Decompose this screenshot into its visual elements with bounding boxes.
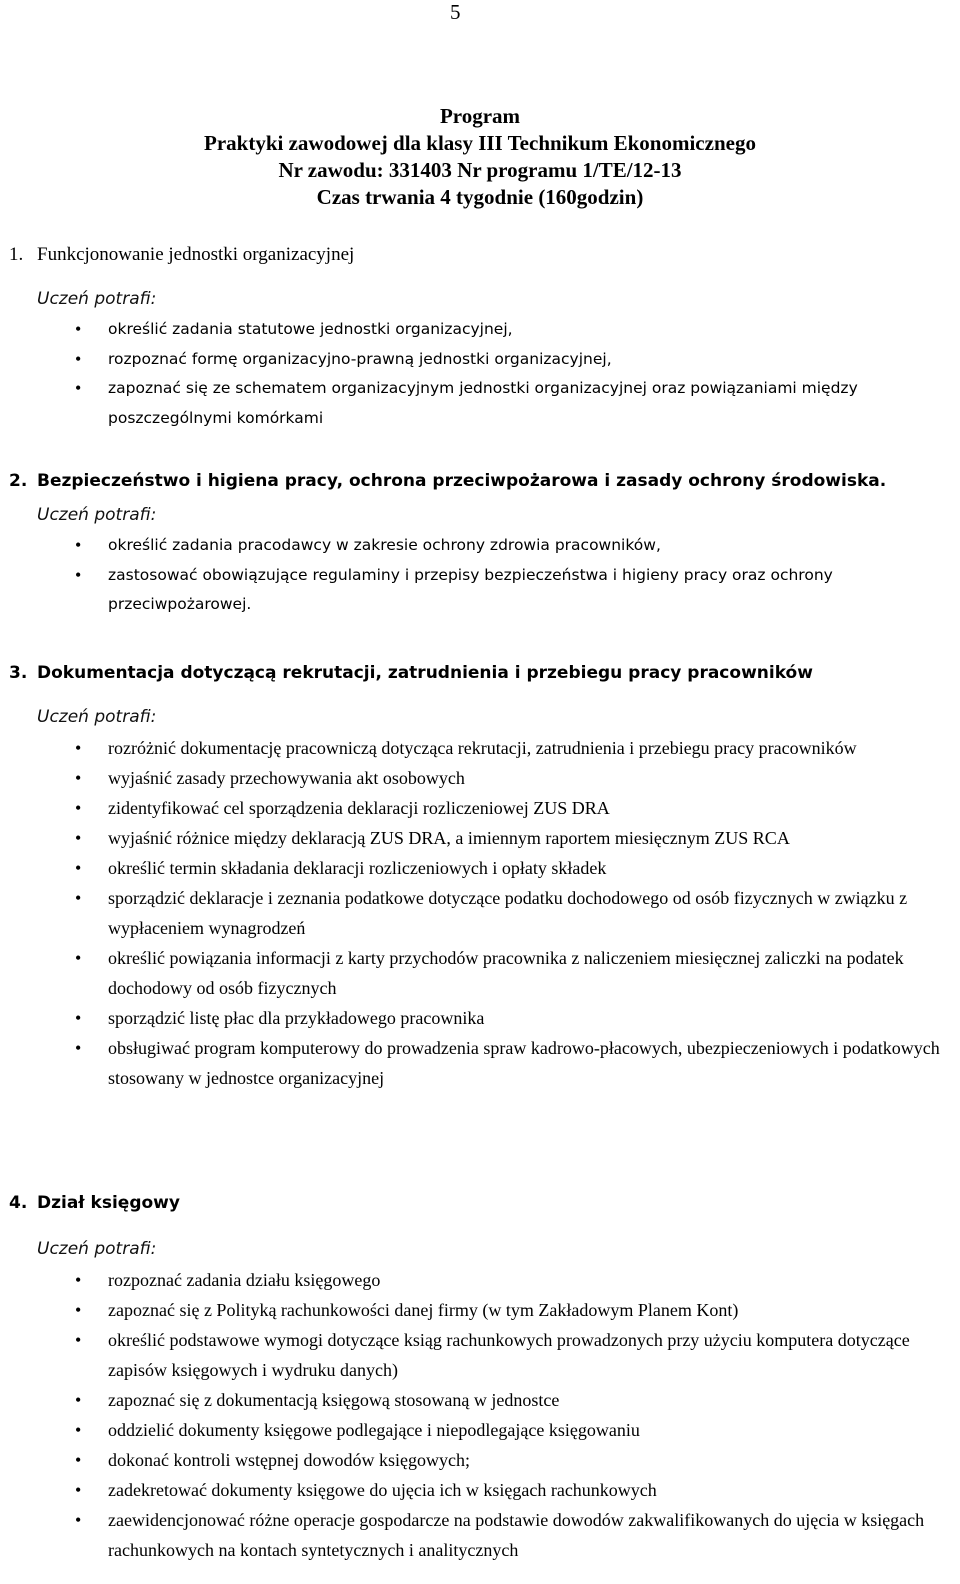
section-number: 4. xyxy=(9,1193,28,1213)
intro-label: Uczeń potrafi: xyxy=(37,1239,157,1259)
intro-label: Uczeń potrafi: xyxy=(37,707,157,727)
skill-list xyxy=(0,531,960,620)
section-number: 3. xyxy=(9,663,28,683)
section-number: 1. xyxy=(9,244,24,265)
title-line-3: Nr zawodu: 331403 Nr programu 1/TE/12-13 xyxy=(278,158,682,182)
list-item: • zidentyfikować cel sporządzenia deklaracji rozliczeniowej ZUS DRA xyxy=(0,793,960,823)
section-title: Dokumentacja dotyczącą rekrutacji, zatrudnienia i przebiegu pracy pracowników xyxy=(37,663,813,683)
list-item: • zapoznać się ze schematem organizacyjnym jednostki organizacyjnej oraz powiązaniami między poszczególnymi komórkami xyxy=(0,374,960,433)
list-item: • określić powiązania informacji z karty przychodów pracownika z naliczeniem miesięcznej zaliczki na podatek dochodowy od osób fizycznych xyxy=(0,943,960,1003)
document-title xyxy=(0,103,960,211)
skill-list xyxy=(0,733,960,1093)
intro-label: Uczeń potrafi: xyxy=(37,505,157,525)
section-3 xyxy=(0,661,960,1093)
list-item: • sporządzić listę płac dla przykładowego pracownika xyxy=(0,1003,960,1033)
list-item: • obsługiwać program komputerowy do prowadzenia spraw kadrowo-płacowych, ubezpieczeniowych i podatkowych stosowany w jednostce organizacyjnej xyxy=(0,1033,960,1093)
list-item: • zastosować obowiązujące regulaminy i przepisy bezpieczeństwa i higieny pracy oraz ochrony przeciwpożarowej. xyxy=(0,561,960,620)
section-4 xyxy=(0,1191,960,1565)
list-item: • wyjaśnić zasady przechowywania akt osobowych xyxy=(0,763,960,793)
intro-label: Uczeń potrafi: xyxy=(37,289,157,309)
list-item: • dokonać kontroli wstępnej dowodów księgowych; xyxy=(0,1445,960,1475)
list-item: • wyjaśnić różnice między deklaracją ZUS DRA, a imiennym raportem miesięcznym ZUS RCA xyxy=(0,823,960,853)
list-item: • rozróżnić dokumentację pracowniczą dotycząca rekrutacji, zatrudnienia i przebiegu pracy pracowników xyxy=(0,733,960,763)
section-heading xyxy=(9,243,960,267)
section-heading xyxy=(9,1191,960,1215)
title-line-1: Program xyxy=(439,104,521,128)
section-1 xyxy=(0,243,960,433)
list-item: • określić zadania statutowe jednostki organizacyjnej, xyxy=(0,315,960,345)
section-title: Funkcjonowanie jednostki organizacyjnej xyxy=(37,244,355,265)
list-item: • sporządzić deklaracje i zeznania podatkowe dotyczące podatku dochodowego od osób fizycznych w związku z wypłaceniem wynagrodzeń xyxy=(0,883,960,943)
list-item: • oddzielić dokumenty księgowe podlegające i niepodlegające księgowaniu xyxy=(0,1415,960,1445)
section-heading xyxy=(9,469,960,493)
page-number: 5 xyxy=(450,0,461,24)
list-item: • zadekretować dokumenty księgowe do ujęcia ich w księgach rachunkowych xyxy=(0,1475,960,1505)
list-item: • określić termin składania deklaracji rozliczeniowych i opłaty składek xyxy=(0,853,960,883)
section-number: 2. xyxy=(9,471,28,491)
section-heading xyxy=(9,661,960,685)
skill-list xyxy=(0,315,960,433)
list-item: • określić zadania pracodawcy w zakresie ochrony zdrowia pracowników, xyxy=(0,531,960,561)
list-item: • określić podstawowe wymogi dotyczące ksiąg rachunkowych prowadzonych przy użyciu komputera dotyczące zapisów księgowych i wydruku danych) xyxy=(0,1325,960,1385)
section-title: Dział księgowy xyxy=(37,1193,180,1213)
list-item: • zapoznać się z dokumentacją księgową stosowaną w jednostce xyxy=(0,1385,960,1415)
section-2 xyxy=(0,469,960,620)
skill-list xyxy=(0,1265,960,1565)
list-item: • zaewidencjonować różne operacje gospodarcze na podstawie dowodów zakwalifikowanych do ujęcia w księgach rachunkowych na kontach syntetycznych i analitycznych xyxy=(0,1505,960,1565)
list-item: • rozpoznać formę organizacyjno-prawną jednostki organizacyjnej, xyxy=(0,345,960,375)
title-line-4: Czas trwania 4 tygodnie (160godzin) xyxy=(316,185,644,209)
list-item: • rozpoznać zadania działu księgowego xyxy=(0,1265,960,1295)
section-title: Bezpieczeństwo i higiena pracy, ochrona przeciwpożarowa i zasady ochrony środowiska. xyxy=(37,471,887,491)
title-line-2: Praktyki zawodowej dla klasy III Technikum Ekonomicznego xyxy=(204,131,756,155)
list-item: • zapoznać się z Polityką rachunkowości danej firmy (w tym Zakładowym Planem Kont) xyxy=(0,1295,960,1325)
